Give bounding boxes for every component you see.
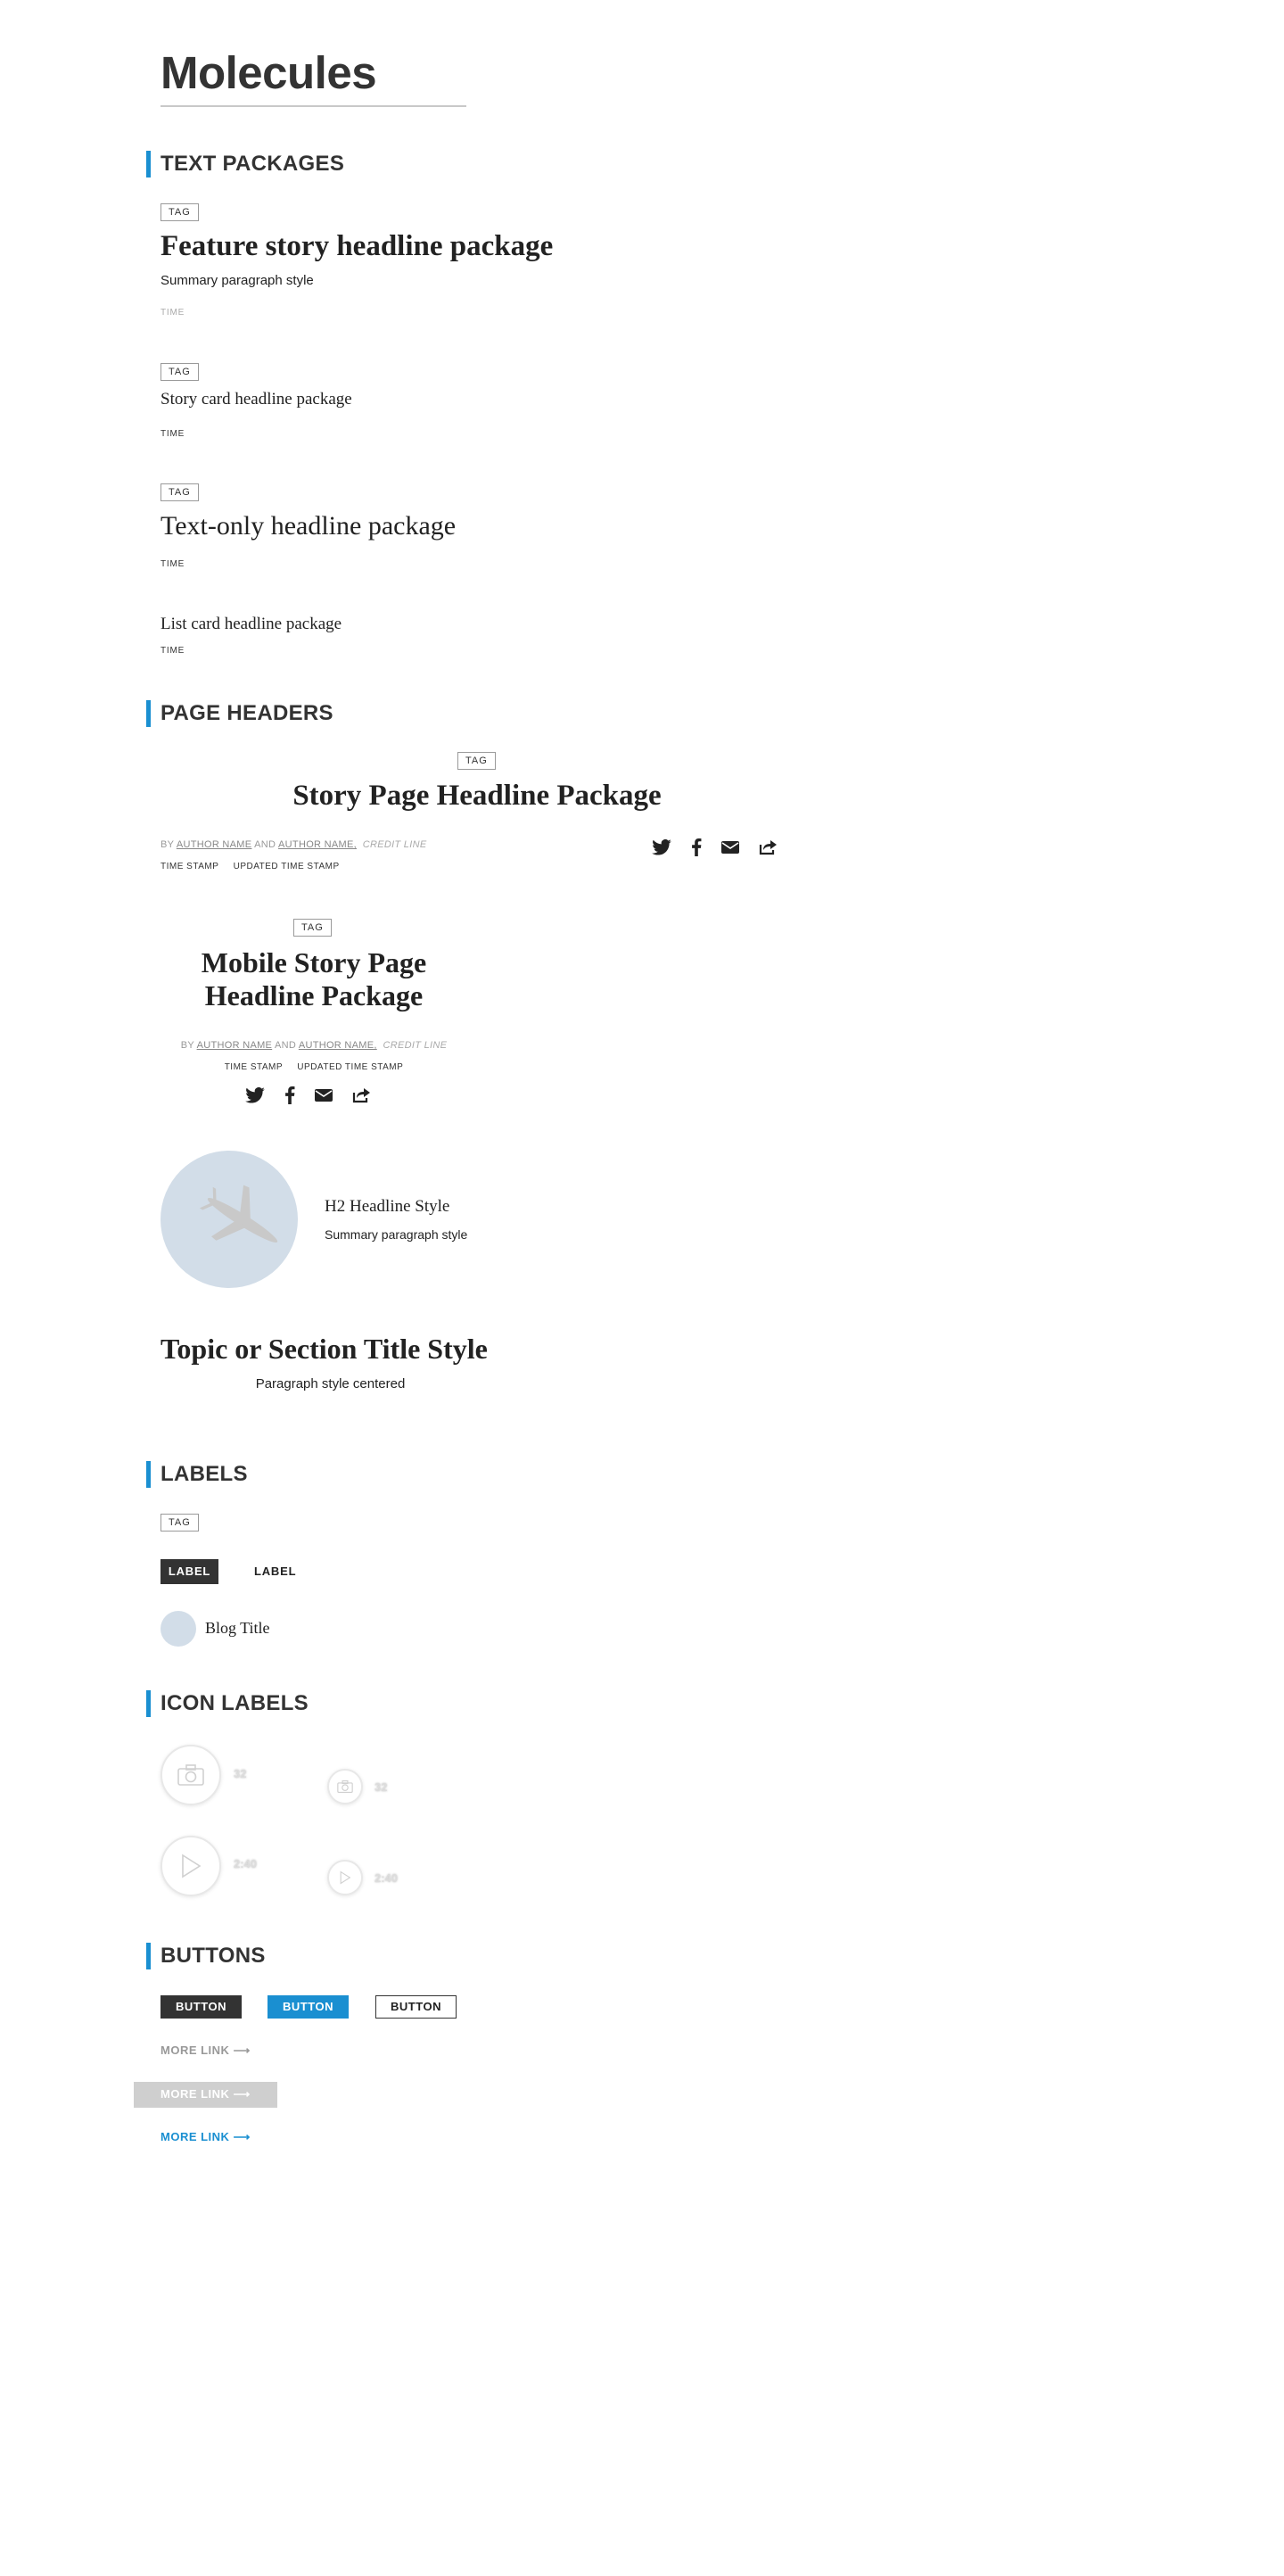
story-card-package: [160, 363, 199, 381]
section-title: TEXT PACKAGES: [160, 152, 345, 176]
share-icon[interactable]: [759, 839, 778, 855]
tag-label[interactable]: TAG: [160, 203, 199, 221]
byline-by: BY: [160, 839, 175, 850]
outline-button[interactable]: BUTTON: [375, 1995, 457, 2019]
video-duration-small: 2:40: [374, 1871, 399, 1885]
email-icon[interactable]: [721, 840, 739, 855]
tag-label[interactable]: TAG: [457, 752, 496, 770]
text-only-headline[interactable]: Text-only headline package: [160, 511, 457, 541]
tag-label[interactable]: TAG: [160, 363, 199, 381]
blue-button[interactable]: BUTTON: [268, 1995, 349, 2019]
more-link-label: MORE LINK: [160, 2087, 230, 2101]
play-icon: [339, 1870, 351, 1885]
credit-line: CREDIT LINE: [383, 1040, 448, 1051]
blog-avatar[interactable]: [160, 1611, 196, 1647]
author-link[interactable]: AUTHOR NAME: [176, 839, 252, 850]
byline-by: BY: [180, 1040, 194, 1051]
byline-and: AND: [254, 839, 276, 850]
video-badge-small[interactable]: [327, 1860, 363, 1895]
mobile-byline: [160, 1040, 467, 1051]
mobile-headline-line: Headline Package: [204, 979, 424, 1011]
updated-time-stamp: UPDATED TIME STAMP: [297, 1062, 404, 1072]
video-badge-large[interactable]: [160, 1836, 221, 1896]
section-accent-bar: [146, 1690, 151, 1717]
section-title: PAGE HEADERS: [160, 701, 333, 725]
topic-section-title: Topic or Section Title Style: [160, 1333, 488, 1365]
author-link[interactable]: AUTHOR NAME: [196, 1040, 273, 1051]
story-card-time: TIME: [160, 429, 185, 439]
byline-and: AND: [274, 1040, 297, 1051]
more-link-gray[interactable]: [160, 2043, 251, 2058]
tag-label[interactable]: TAG: [160, 483, 199, 501]
tag-label[interactable]: TAG: [293, 919, 332, 937]
timestamps: [160, 862, 340, 871]
camera-icon: [177, 1764, 204, 1786]
mobile-header-tag-wrap: [293, 919, 332, 937]
mobile-headline-line: Mobile Story Page: [201, 946, 427, 978]
feature-headline[interactable]: Feature story headline package: [160, 230, 554, 262]
play-icon: [179, 1854, 202, 1878]
video-duration-large: 2:40: [234, 1857, 258, 1870]
share-bar: [652, 838, 778, 856]
section-accent-bar: [146, 1461, 151, 1488]
label-plain: LABEL: [254, 1565, 297, 1578]
arrow-right-icon: ⟶: [233, 2043, 251, 2057]
feature-summary: Summary paragraph style: [160, 273, 314, 288]
email-icon[interactable]: [315, 1088, 333, 1102]
h2-headline[interactable]: H2 Headline Style: [325, 1197, 450, 1216]
mobile-story-headline: [160, 946, 467, 1012]
section-title: ICON LABELS: [160, 1691, 309, 1715]
section-accent-bar: [146, 151, 151, 178]
time-stamp: TIME STAMP: [160, 862, 219, 871]
section-title: LABELS: [160, 1462, 248, 1486]
airplane-icon: [160, 1151, 298, 1288]
feature-time: TIME: [160, 308, 185, 318]
title-divider: [160, 105, 466, 107]
story-page-headline: Story Page Headline Package: [292, 780, 662, 812]
photo-gallery-badge-small[interactable]: [327, 1769, 363, 1804]
section-title: BUTTONS: [160, 1944, 266, 1968]
photo-count-small: 32: [374, 1780, 388, 1794]
section-header-labels: [146, 1461, 248, 1488]
section-header-page-headers: [146, 700, 333, 727]
h2-summary: Summary paragraph style: [325, 1227, 468, 1242]
list-card-time: TIME: [160, 646, 185, 656]
arrow-right-icon: ⟶: [233, 2130, 251, 2143]
section-header-text-packages: [146, 151, 344, 178]
section-header-icon-labels: [146, 1690, 309, 1717]
author-link[interactable]: AUTHOR NAME,: [278, 839, 357, 850]
h2-thumbnail-image[interactable]: [160, 1151, 298, 1288]
section-accent-bar: [146, 1943, 151, 1969]
tag-label[interactable]: TAG: [160, 1514, 199, 1532]
mobile-timestamps: [160, 1062, 467, 1072]
photo-count-large: 32: [234, 1767, 247, 1780]
facebook-icon[interactable]: [691, 838, 702, 856]
dark-button[interactable]: BUTTON: [160, 1995, 242, 2019]
story-card-headline[interactable]: Story card headline package: [160, 390, 352, 409]
arrow-right-icon: ⟶: [233, 2087, 251, 2101]
camera-icon: [337, 1780, 353, 1793]
byline: [160, 839, 426, 850]
twitter-icon[interactable]: [652, 839, 671, 855]
more-link-bar[interactable]: [134, 2082, 277, 2108]
story-header-tag-wrap: [457, 752, 496, 770]
author-link[interactable]: AUTHOR NAME,: [298, 1040, 377, 1051]
more-link-bar-content: [160, 2087, 251, 2101]
labels-tag-wrap: [160, 1514, 199, 1532]
page-title: Molecules: [160, 47, 377, 98]
twitter-icon[interactable]: [245, 1087, 265, 1103]
more-link-blue[interactable]: [160, 2130, 251, 2144]
text-only-package: [160, 483, 199, 501]
section-header-buttons: [146, 1943, 266, 1969]
topic-paragraph: Paragraph style centered: [255, 1376, 406, 1391]
updated-time-stamp: UPDATED TIME STAMP: [233, 862, 340, 871]
photo-gallery-badge-large[interactable]: [160, 1745, 221, 1805]
time-stamp: TIME STAMP: [224, 1062, 283, 1072]
label-dark: LABEL: [160, 1559, 218, 1584]
credit-line: CREDIT LINE: [362, 839, 427, 850]
more-link-label: MORE LINK: [160, 2043, 230, 2057]
section-accent-bar: [146, 700, 151, 727]
blog-title[interactable]: Blog Title: [205, 1619, 270, 1637]
feature-package: [160, 203, 199, 221]
text-only-time: TIME: [160, 559, 185, 569]
list-card-headline[interactable]: List card headline package: [160, 615, 342, 633]
facebook-icon[interactable]: [284, 1086, 295, 1104]
mobile-share-bar: [245, 1086, 372, 1104]
share-icon[interactable]: [352, 1087, 372, 1103]
more-link-label: MORE LINK: [160, 2130, 230, 2143]
